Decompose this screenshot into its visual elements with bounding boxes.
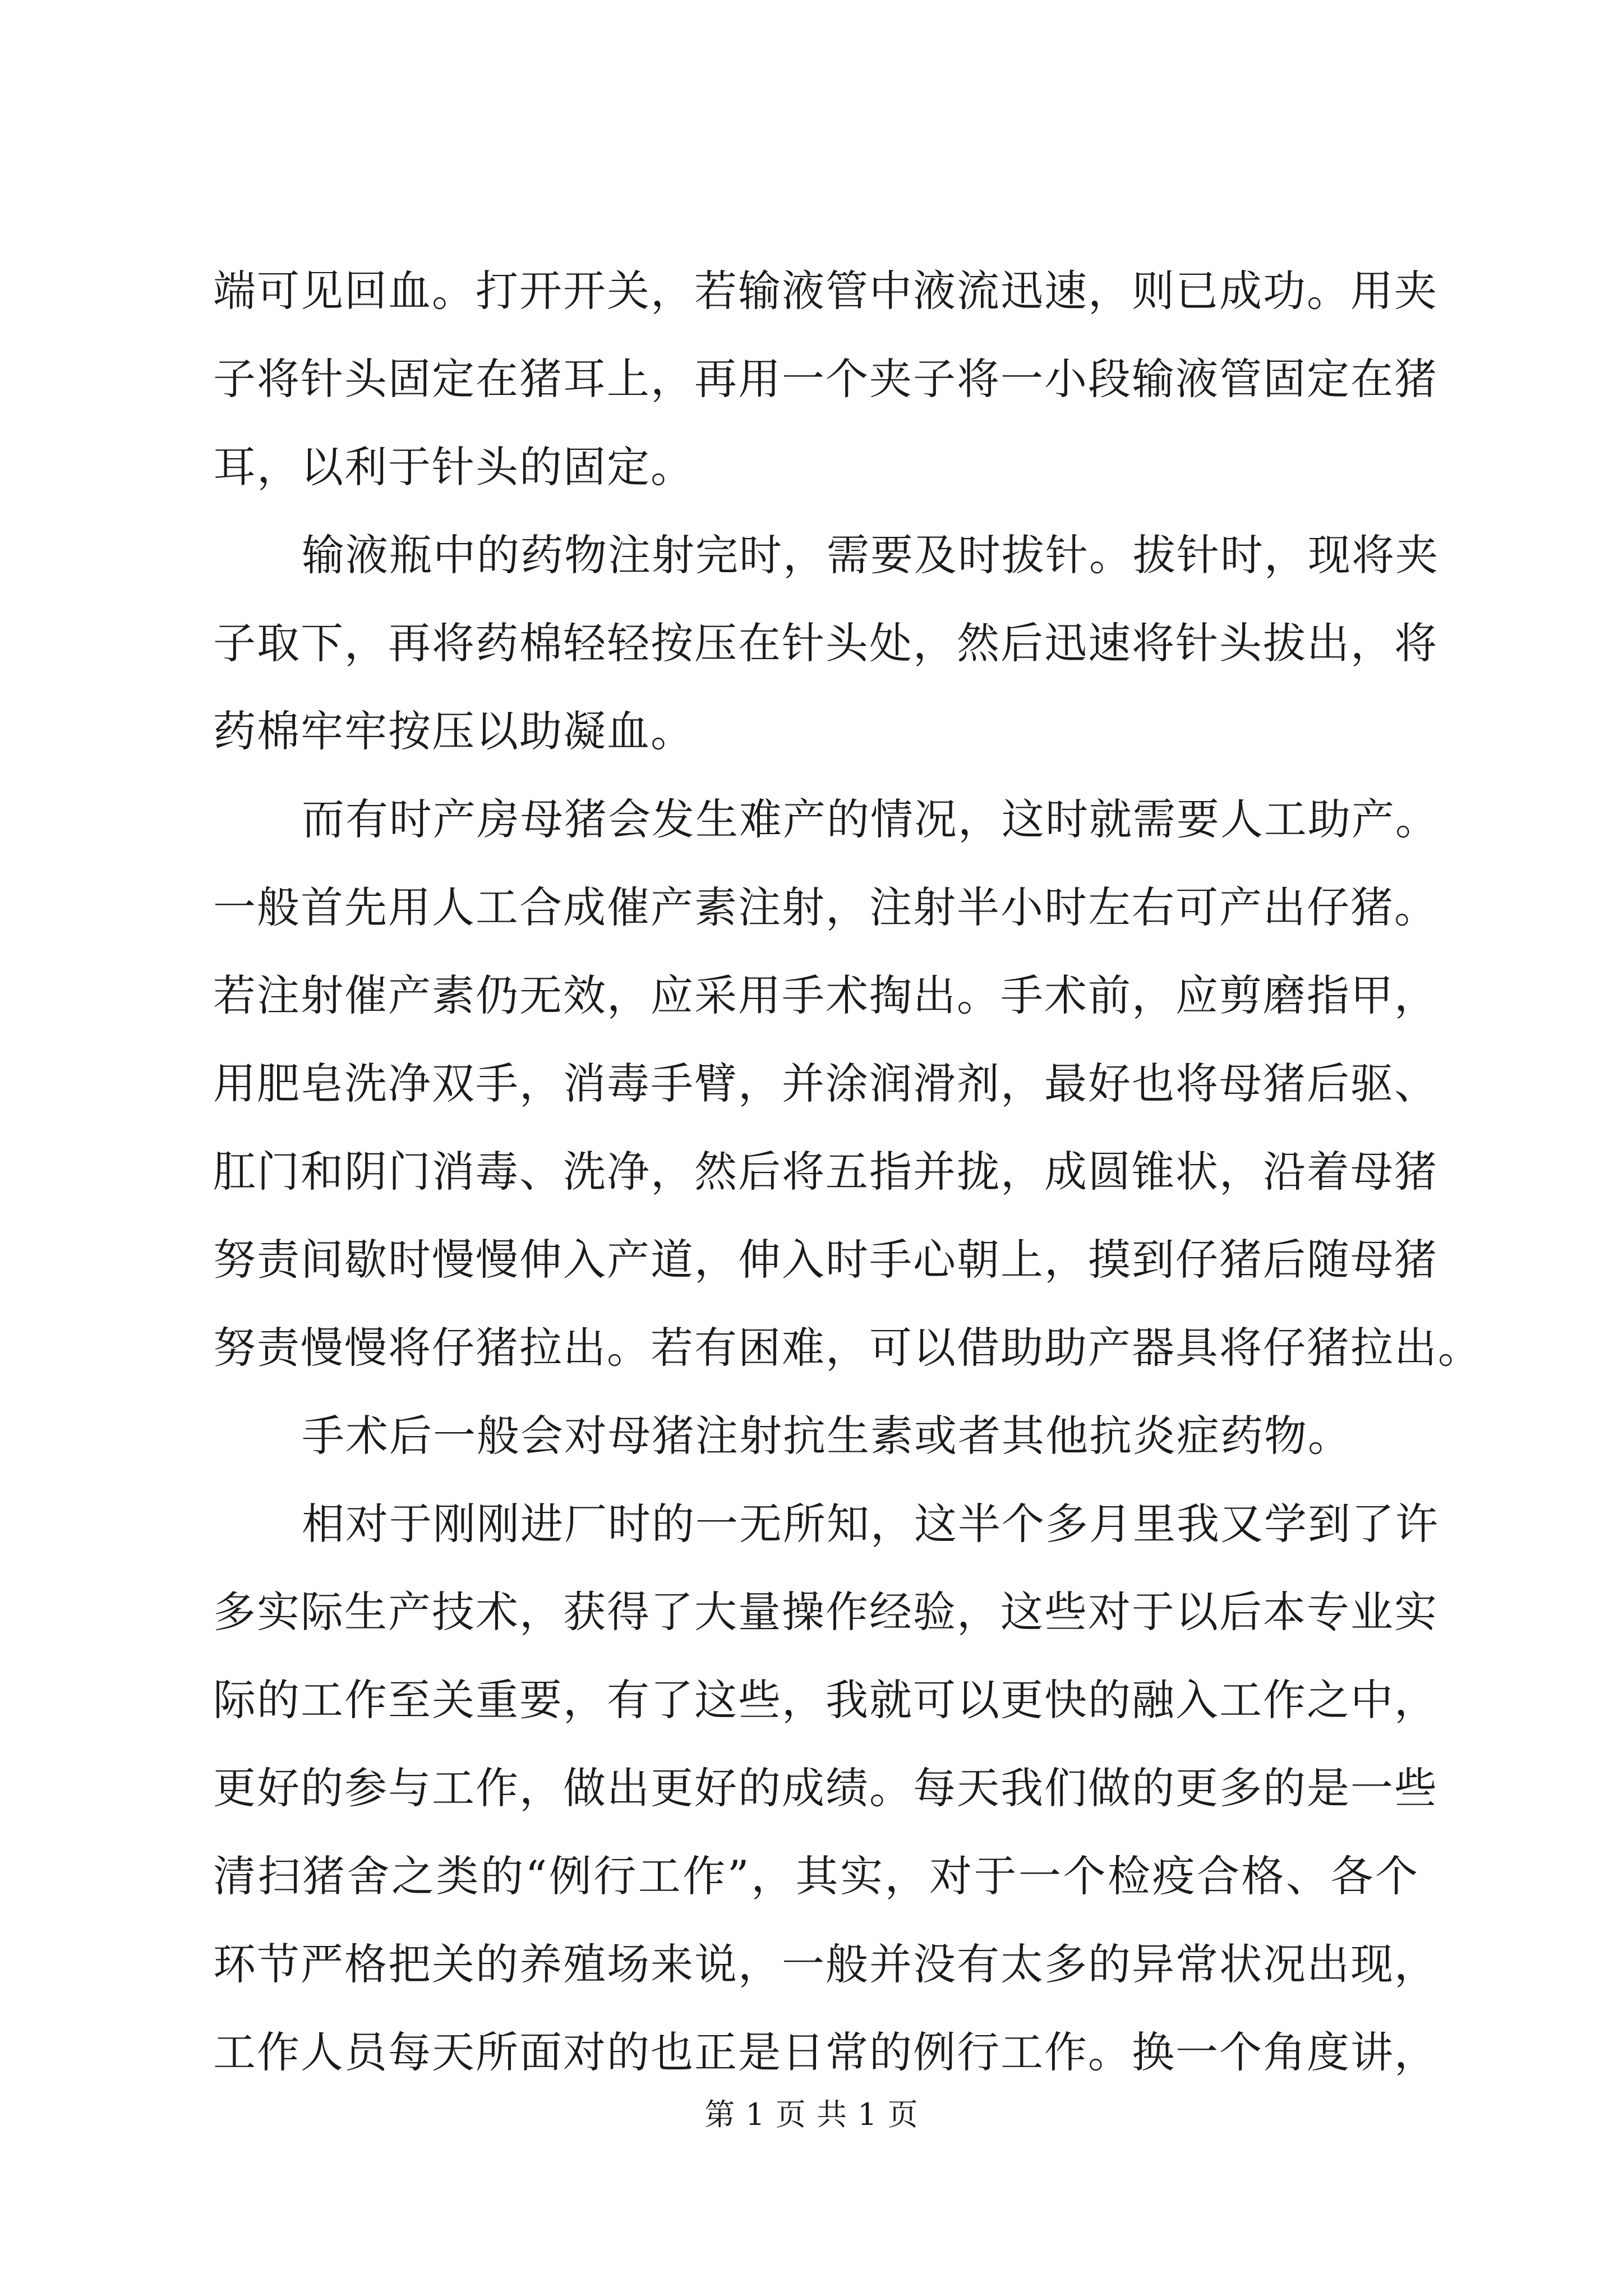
text-line: 更好的参与工作，做出更好的成绩。每天我们做的更多的是一些 bbox=[213, 1763, 1438, 1813]
text-line: 努责慢慢将仔猪拉出。若有困难，可以借助助产器具将仔猪拉出。 bbox=[213, 1323, 1482, 1373]
text-line: 耳，以利于针头的固定。 bbox=[213, 442, 694, 492]
text-line: 用肥皂洗净双手，消毒手臂，并涂润滑剂，最好也将母猪后驱、 bbox=[213, 1059, 1438, 1108]
text-line: 清扫猪舍之类的“例行工作”，其实，对于一个检疫合格、各个 bbox=[213, 1851, 1419, 1901]
text-line: 工作人员每天所面对的也正是日常的例行工作。换一个角度讲， bbox=[213, 2027, 1438, 2077]
text-line: 端可见回血。打开开关，若输液管中液流迅速，则已成功。用夹 bbox=[213, 266, 1438, 316]
text-line: 手术后一般会对母猪注射抗生素或者其他抗炎症药物。 bbox=[302, 1411, 1352, 1461]
text-line: 环节严格把关的养殖场来说，一般并没有太多的异常状况出现， bbox=[213, 1939, 1438, 1989]
text-line: 若注射催产素仍无效，应采用手术掏出。手术前，应剪磨指甲， bbox=[213, 970, 1438, 1020]
text-line: 多实际生产技术，获得了大量操作经验，这些对于以后本专业实 bbox=[213, 1587, 1438, 1637]
text-line: 而有时产房母猪会发生难产的情况，这时就需要人工助产。 bbox=[302, 794, 1439, 844]
text-line: 子将针头固定在猪耳上，再用一个夹子将一小段输液管固定在猪 bbox=[213, 354, 1438, 404]
text-line: 肛门和阴门消毒、洗净，然后将五指并拢，成圆锥状，沿着母猪 bbox=[213, 1147, 1438, 1197]
text-line: 输液瓶中的药物注射完时，需要及时拔针。拔针时，现将夹 bbox=[302, 530, 1439, 580]
text-line: 际的工作至关重要，有了这些，我就可以更快的融入工作之中， bbox=[213, 1675, 1438, 1725]
text-line: 药棉牢牢按压以助凝血。 bbox=[213, 706, 694, 756]
text-line: 相对于刚刚进厂时的一无所知，这半个多月里我又学到了许 bbox=[302, 1499, 1439, 1549]
page-footer: 第 1 页 共 1 页 bbox=[704, 2097, 919, 2132]
text-line: 努责间歇时慢慢伸入产道，伸入时手心朝上，摸到仔猪后随母猪 bbox=[213, 1235, 1438, 1285]
text-line: 子取下，再将药棉轻轻按压在针头处，然后迅速将针头拔出，将 bbox=[213, 618, 1438, 668]
text-line: 一般首先用人工合成催产素注射，注射半小时左右可产出仔猪。 bbox=[213, 882, 1438, 932]
body-text bbox=[213, 247, 1482, 2096]
